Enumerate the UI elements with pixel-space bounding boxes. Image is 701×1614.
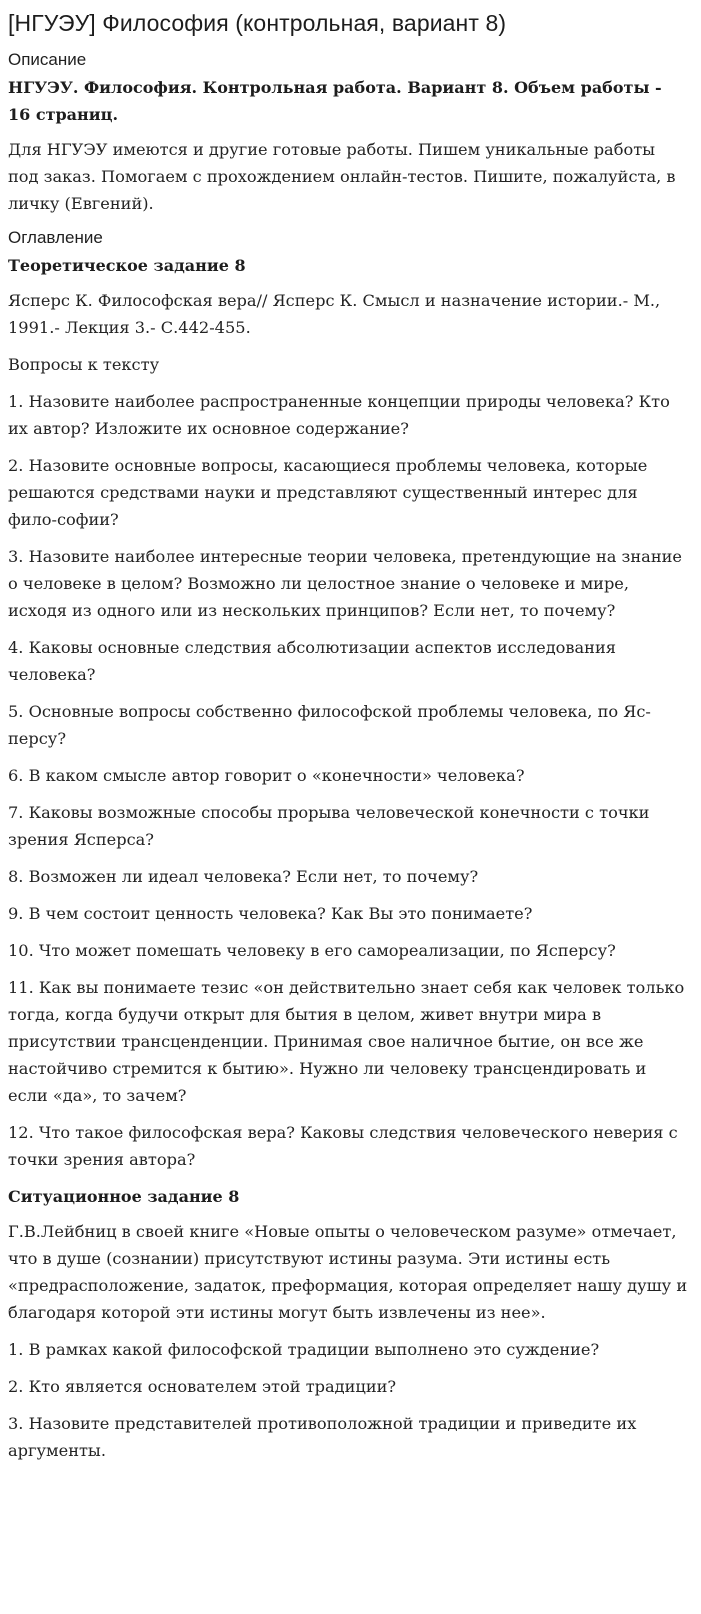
question-item: 1. Назовите наиболее распространенные концепции природы человека? Кто их автор? Изложите их основное содержание? <box>8 392 670 438</box>
question-item: 7. Каковы возможные способы прорыва человеческой конечности с точки зрения Ясперса? <box>8 803 650 849</box>
theoretical-heading: Теоретическое задание 8 <box>8 256 246 275</box>
situational-text: Г.В.Лейбниц в своей книге «Новые опыты о человеческом разуме» отмечает, что в душе (сознании) присутствуют истины разума. Эти истины есть «предрасположение, задаток, преформация, которая определяет нашу душу и благодаря которой эти истины могут быть извлечены из нее». <box>8 1222 688 1322</box>
page-title: [НГУЭУ] Философия (контрольная, вариант 8) <box>8 10 507 36</box>
toc-label: Оглавление <box>8 228 103 247</box>
description-text: Для НГУЭУ имеются и другие готовые работы. Пишем уникальные работы под заказ. Помогаем с прохождением онлайн-тестов. Пишите, пожалуйста, в личку (Евгений). <box>8 140 676 213</box>
situational-question-item: 2. Кто является основателем этой традиции? <box>8 1377 397 1396</box>
questions-list <box>8 388 689 1173</box>
question-item: 9. В чем состоит ценность человека? Как Вы это понимаете? <box>8 904 533 923</box>
question-item: 4. Каковы основные следствия абсолютизации аспектов исследования человека? <box>8 638 616 684</box>
situational-question-item: 1. В рамках какой философской традиции выполнено это суждение? <box>8 1340 600 1359</box>
question-item: 6. В каком смысле автор говорит о «конечности» человека? <box>8 766 525 785</box>
questions-label: Вопросы к тексту <box>8 355 160 374</box>
description-section <box>8 49 689 217</box>
question-item: 5. Основные вопросы собственно философской проблемы человека, по Яс-персу? <box>8 702 651 748</box>
description-heading: НГУЭУ. Философия. Контрольная работа. Вариант 8. Объем работы - 16 страниц. <box>8 78 662 124</box>
question-item: 11. Как вы понимаете тезис «он действительно знает себя как человек только тогда, когда будучи открыт для бытия в целом, живет внутри мира в присутствии трансценденции. Принимая свое наличное бытие, он все же настойчиво стремится к бытию». Нужно ли человеку трансцендировать и если «да», то зачем? <box>8 978 685 1105</box>
situational-heading: Ситуационное задание 8 <box>8 1187 240 1206</box>
question-item: 10. Что может помешать человеку в его самореализации, по Ясперсу? <box>8 941 616 960</box>
question-item: 12. Что такое философская вера? Каковы следствия человеческого неверия с точки зрения автора? <box>8 1123 678 1169</box>
source-text: Ясперс К. Философская вера// Ясперс К. Смысл и назначение истории.- М., 1991.- Лекция 3.- С.442-455. <box>8 291 661 337</box>
situational-question-item: 3. Назовите представителей противоположной традиции и приведите их аргументы. <box>8 1414 637 1460</box>
question-item: 8. Возможен ли идеал человека? Если нет, то почему? <box>8 867 479 886</box>
situational-questions-list <box>8 1336 689 1464</box>
question-item: 2. Назовите основные вопросы, касающиеся проблемы человека, которые решаются средствами науки и представляют существенный интерес для фило-софии? <box>8 456 648 529</box>
description-label: Описание <box>8 50 87 69</box>
question-item: 3. Назовите наиболее интересные теории человека, претендующие на знание о человеке в целом? Возможно ли целостное знание о человеке и мире, исходя из одного или из нескольких принципов? Если нет, то почему? <box>8 547 682 620</box>
toc-section <box>8 227 689 1464</box>
